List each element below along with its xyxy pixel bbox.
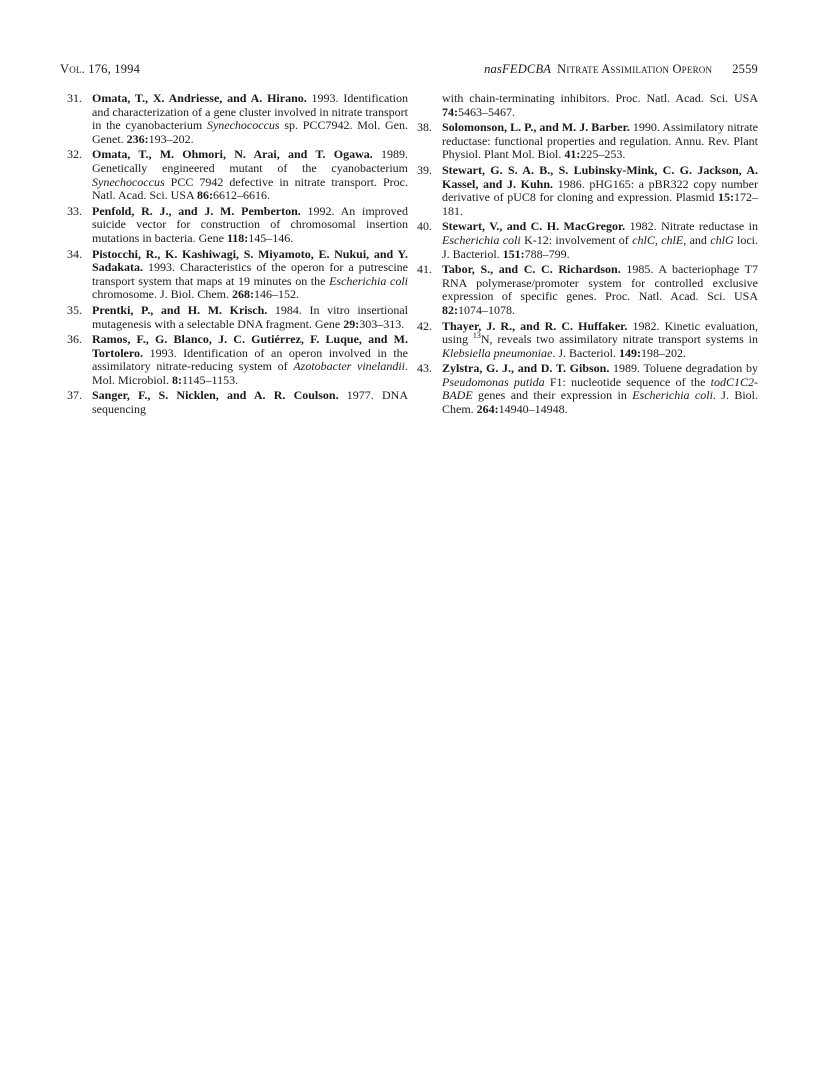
reference-number: 39. [417,162,432,177]
running-title [484,62,758,77]
reference-item: 31. Omata, T., X. Andriesse, and A. Hirano. 1993. Identification and characterization of a gene cluster involved in nitrate transport in the cyanobacterium Synechococcus sp. PCC7942. Mol. Gen. Genet. 236:193–202. [60,92,408,146]
reference-item: 32. Omata, T., M. Ohmori, N. Arai, and T. Ogawa. 1989. Genetically engineered mutant of the cyanobacterium Synechococcus PCC 7942 defective in nitrate transport. Proc. Natl. Acad. Sci. USA 86:6612–6616. [60,148,408,202]
reference-item: 33. Penfold, R. J., and J. M. Pemberton. 1992. An improved suicide vector for construction of chromosomal insertion mutations in bacteria. Gene 118:145–146. [60,205,408,246]
reference-item: 41. Tabor, S., and C. C. Richardson. 1985. A bacteriophage T7 RNA polymerase/promoter system for controlled exclusive expression of specific genes. Proc. Natl. Acad. Sci. USA 82:1074–1078. [410,263,758,317]
reference-number: 34. [67,246,82,261]
reference-authors: Ramos, F., G. Blanco, J. C. Gutiérrez, F. Luque, and M. Tortolero. [92,332,408,360]
reference-item: 36. Ramos, F., G. Blanco, J. C. Gutiérrez, F. Luque, and M. Tortolero. 1993. Identification of an operon involved in the assimilatory nitrate-reducing system of Azotobacter vinelandii. Mol. Microbiol. 8:1145–1153. [60,333,408,387]
page-number: 2559 [732,62,758,76]
running-header [60,62,758,78]
reference-item: 37. Sanger, F., S. Nicklen, and A. R. Coulson. 1977. DNA sequencing [60,389,408,416]
reference-authors: Stewart, G. S. A. B., S. Lubinsky-Mink, C. G. Jackson, A. Kassel, and J. Kuhn. [442,162,758,191]
reference-item: 42. Thayer, J. R., and R. C. Huffaker. 1982. Kinetic evaluation, using $^{13}$N, reveals two assimilatory nitrate transport systems in Klebsiella pneumoniae. J. Bacteriol. 149:198–202. [410,320,758,361]
references-right-column [410,92,758,419]
reference-authors: Prentki, P., and H. M. Krisch. [92,302,268,317]
reference-number: 42. [417,318,432,333]
reference-authors: Zylstra, G. J., and D. T. Gibson. [442,361,610,376]
reference-number: 31. [67,91,82,105]
reference-authors: Penfold, R. J., and J. M. Pemberton. [92,203,301,218]
reference-number: 32. [67,147,82,162]
reference-number: 33. [67,203,82,218]
reference-authors: Thayer, J. R., and R. C. Huffaker. [442,318,628,333]
reference-authors: Tabor, S., and C. C. Richardson. [442,262,621,277]
reference-authors: Solomonson, L. P., and M. J. Barber. [442,120,630,135]
reference-authors: Stewart, V., and C. H. MacGregor. [442,219,626,234]
reference-number: 41. [417,262,432,277]
reference-number: 38. [417,120,432,135]
references-left-column [60,92,408,419]
reference-number: 40. [417,219,432,234]
article-short-title: Nitrate Assimilation Operon [557,62,713,76]
reference-item: 35. Prentki, P., and H. M. Krisch. 1984. In vitro insertional mutagenesis with a selectable DNA fragment. Gene 29:303–313. [60,304,408,331]
reference-number: 37. [67,388,82,403]
reference-authors: Omata, T., X. Andriesse, and A. Hirano. [92,91,307,105]
reference-continuation: with chain-terminating inhibitors. Proc. Natl. Acad. Sci. USA 74:5463–5467. [442,91,758,119]
journal-volume: Vol. 176, 1994 [60,62,141,76]
gene-name: nasFEDCBA [484,62,552,76]
reference-item: 43. Zylstra, G. J., and D. T. Gibson. 1989. Toluene degradation by Pseudomonas putida F1: nucleotide sequence of the todC1C2-BADE genes and their expression in Escherichia coli. J. Biol. Chem. 264:14940–14948. [410,362,758,416]
reference-number: 43. [417,361,432,376]
reference-authors: Omata, T., M. Ohmori, N. Arai, and T. Ogawa. [92,147,373,162]
reference-authors: Pistocchi, R., K. Kashiwagi, S. Miyamoto, E. Nukui, and Y. Sadakata. [92,246,408,275]
reference-number: 36. [67,332,82,347]
reference-item: 39. Stewart, G. S. A. B., S. Lubinsky-Mink, C. G. Jackson, A. Kassel, and J. Kuhn. 1986. pHG165: a pBR322 copy number derivative of pUC8 for cloning and expression. Plasmid 15:172–181. [410,164,758,218]
reference-authors: Sanger, F., S. Nicklen, and A. R. Coulson. [92,388,339,403]
reference-item: 38. Solomonson, L. P., and M. J. Barber. 1990. Assimilatory nitrate reductase: functional properties and regulation. Annu. Rev. Plant Physiol. Plant Mol. Biol. 41:225–253. [410,121,758,162]
reference-item: 40. Stewart, V., and C. H. MacGregor. 1982. Nitrate reductase in Escherichia coli K-12: involvement of chlC, chlE, and chlG loci. J. Bacteriol. 151:788–799. [410,220,758,261]
reference-item: 34. Pistocchi, R., K. Kashiwagi, S. Miyamoto, E. Nukui, and Y. Sadakata. 1993. Characteristics of the operon for a putrescine transport system that maps at 19 minutes on the Escherichia coli chromosome. J. Biol. Chem. 268:146–152. [60,248,408,302]
reference-number: 35. [67,302,82,317]
